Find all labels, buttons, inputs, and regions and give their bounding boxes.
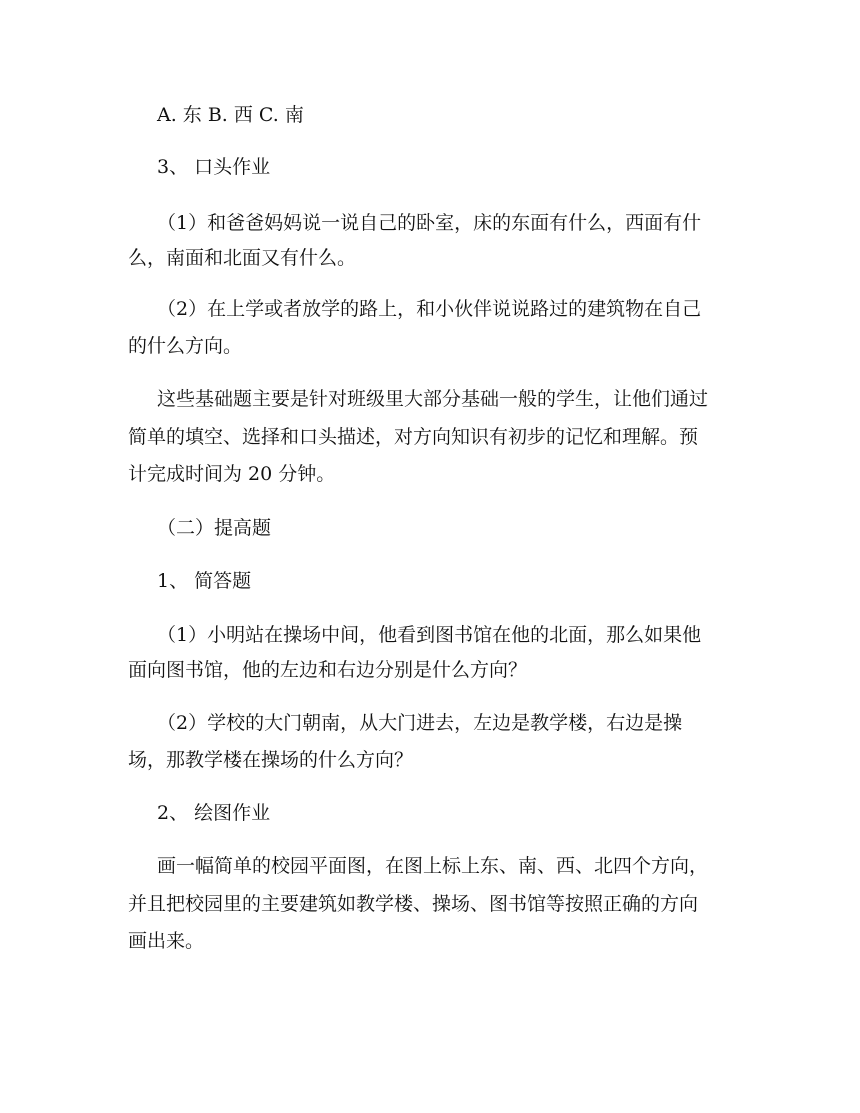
oral-item-2-line-2: 的什么方向。 bbox=[128, 335, 243, 357]
summary-paragraph-line-3: 计完成时间为 20 分钟。 bbox=[128, 463, 336, 485]
choice-options: A. 东 B. 西 C. 南 bbox=[157, 104, 304, 126]
short-answer-1-line-1: （1）小明站在操场中间，他看到图书馆在他的北面，那么如果他 bbox=[157, 624, 702, 646]
drawing-paragraph-line-3: 画出来。 bbox=[128, 930, 205, 952]
summary-paragraph-line-1: 这些基础题主要是针对班级里大部分基础一般的学生，让他们通过 bbox=[157, 388, 709, 410]
oral-item-2-line-1: （2）在上学或者放学的路上，和小伙伴说说路过的建筑物在自己 bbox=[157, 298, 702, 320]
drawing-paragraph-line-1: 画一幅简单的校园平面图，在图上标上东、南、西、北四个方向， bbox=[157, 855, 709, 877]
section-oral-homework: 3、 口头作业 bbox=[157, 156, 271, 178]
short-answer-2-line-1: （2）学校的大门朝南，从大门进去，左边是教学楼，右边是操 bbox=[157, 712, 683, 734]
section-drawing-homework: 2、 绘图作业 bbox=[157, 802, 271, 824]
section-short-answer: 1、 简答题 bbox=[157, 570, 252, 592]
summary-paragraph-line-2: 简单的填空、选择和口头描述，对方向知识有初步的记忆和理解。预 bbox=[128, 426, 699, 448]
section-advanced-questions: （二）提高题 bbox=[157, 517, 272, 539]
short-answer-2-line-2: 场，那教学楼在操场的什么方向？ bbox=[128, 749, 414, 771]
oral-item-1-line-2: 么，南面和北面又有什么。 bbox=[128, 247, 357, 269]
short-answer-1-line-2: 面向图书馆，他的左边和右边分别是什么方向？ bbox=[128, 659, 528, 681]
oral-item-1-line-1: （1）和爸爸妈妈说一说自己的卧室，床的东面有什么，西面有什 bbox=[157, 212, 702, 234]
drawing-paragraph-line-2: 并且把校园里的主要建筑如教学楼、操场、图书馆等按照正确的方向 bbox=[128, 893, 699, 915]
